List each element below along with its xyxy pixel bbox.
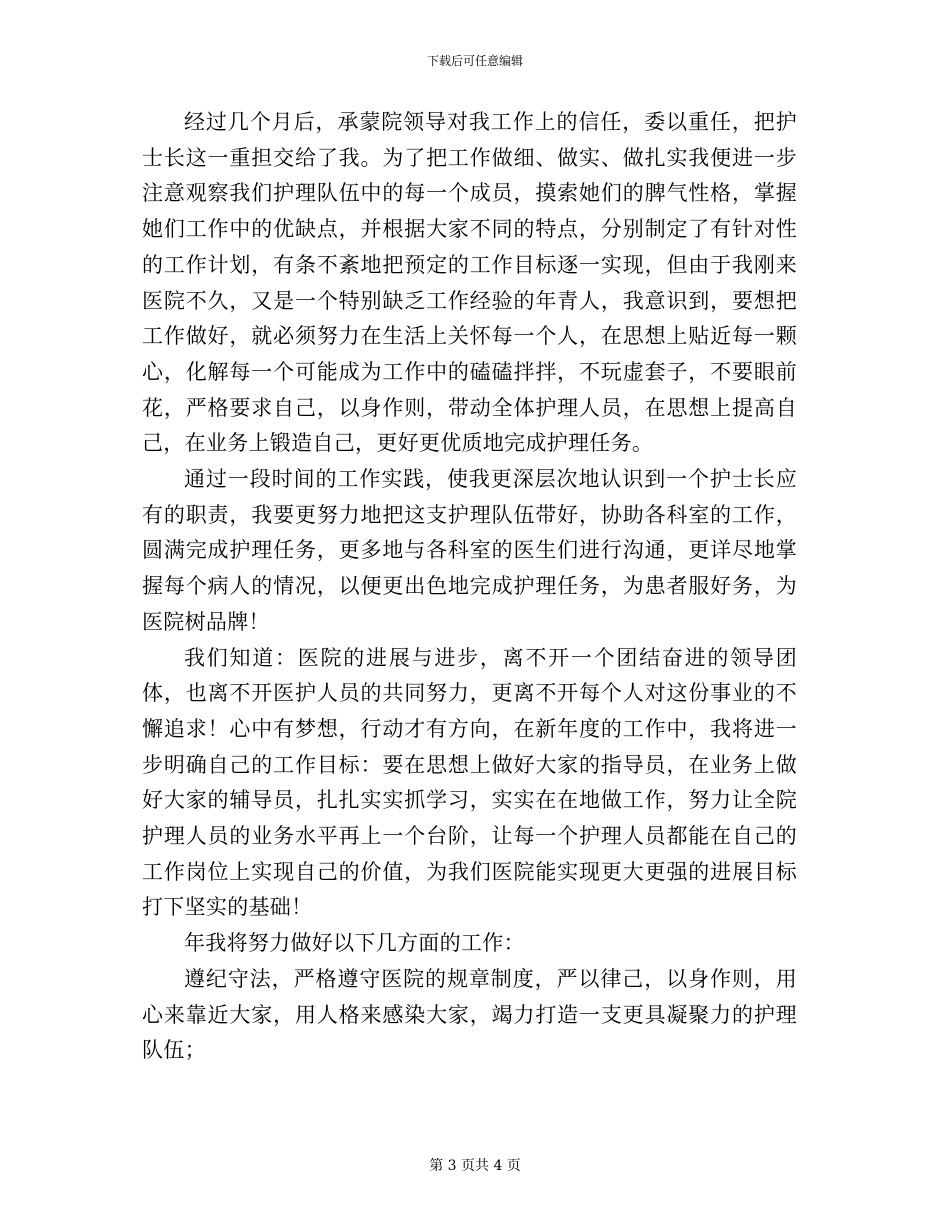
paragraph-1: 经过几个月后，承蒙院领导对我工作上的信任，委以重任，把护士长这一重担交给了我。为了把工作做细、做实、做扎实我便进一步注意观察我们护理队伍中的每一个成员，摸索她们的脾气性格，掌握她们工作中的优缺点，并根据大家不同的特点，分别制定了有针对性的工作计划，有条不紊地把预定的工作目标逐一实现，但由于我刚来医院不久，又是一个特别缺乏工作经验的年青人，我意识到，要想把工作做好，就必须努力在生活上关怀每一个人，在思想上贴近每一颗心，化解每一个可能成为工作中的磕磕拌拌，不玩虚套子，不要眼前花，严格要求自己，以身作则，带动全体护理人员，在思想上提高自己，在业务上锻造自己，更好更优质地完成护理任务。 — [142, 110, 797, 456]
paragraph-4: 年我将努力做好以下几方面的工作： — [184, 931, 525, 956]
document-body — [142, 105, 797, 1069]
page-number: 第 3 页共 4 页 — [429, 1158, 521, 1174]
paragraph-5: 遵纪守法，严格遵守医院的规章制度，严以律己，以身作则，用心来靠近大家，用人格来感染大家，竭力打造一支更具凝聚力的护理队伍； — [142, 966, 797, 1063]
page-header: 下载后可任意编辑 — [426, 54, 523, 68]
paragraph-3: 我们知道：医院的进展与进步，离不开一个团结奋进的领导团体，也离不开医护人员的共同努力，更离不开每个人对这份事业的不懈追求！心中有梦想，行动才有方向，在新年度的工作中，我将进一步明确自己的工作目标：要在思想上做好大家的指导员，在业务上做好大家的辅导员，扎扎实实抓学习，实实在在地做工作，努力让全院护理人员的业务水平再上一个台阶，让每一个护理人员都能在自己的工作岗位上实现自己的价值，为我们医院能实现更大更强的进展目标打下坚实的基础！ — [142, 645, 797, 920]
paragraph-2: 通过一段时间的工作实践，使我更深层次地认识到一个护士长应有的职责，我要更努力地把这支护理队伍带好，协助各科室的工作，圆满完成护理任务，更多地与各科室的医生们进行沟通，更详尽地掌握每个病人的情况，以便更出色地完成护理任务，为患者服好务，为医院树品牌！ — [142, 467, 797, 634]
